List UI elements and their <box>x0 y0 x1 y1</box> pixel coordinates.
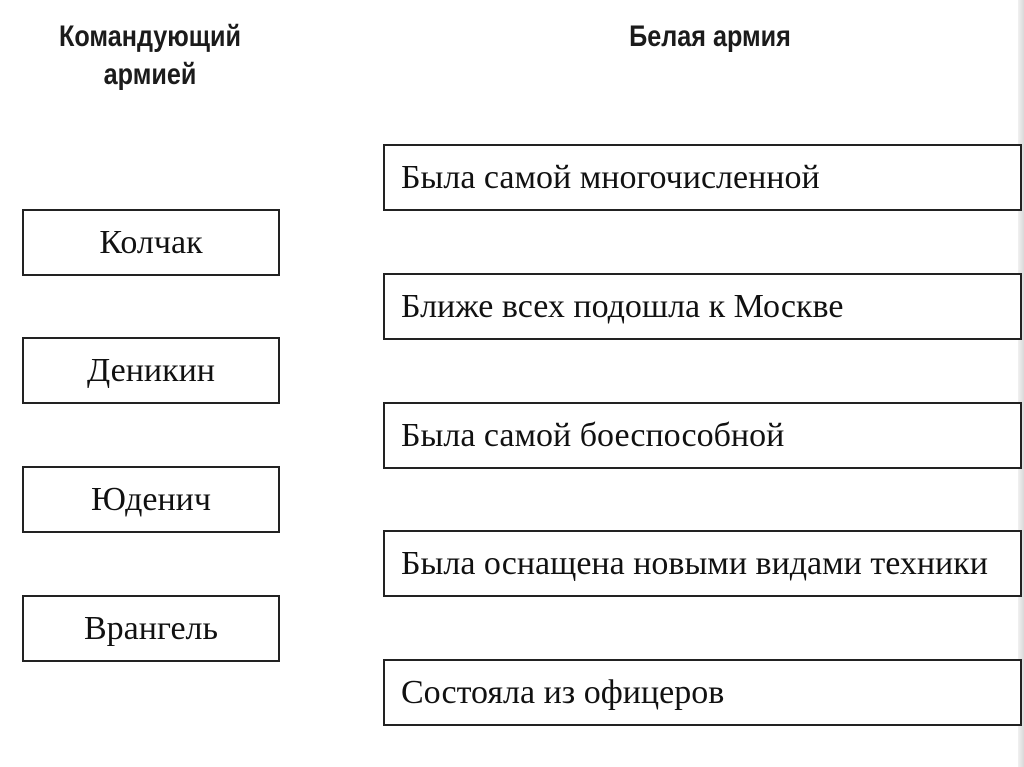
commander-box-yudenich[interactable] <box>22 466 280 533</box>
commander-column-heading <box>41 18 259 94</box>
army-trait-box-closest-to-moscow[interactable] <box>383 273 1022 340</box>
army-trait-box-officers[interactable] <box>383 659 1022 726</box>
commander-label: Колчак <box>99 223 203 261</box>
army-column-heading <box>580 18 840 56</box>
commander-label: Врангель <box>83 609 219 647</box>
army-trait-label: Была оснащена новыми видами техники <box>401 544 988 582</box>
army-trait-label: Состояла из офицеров <box>401 673 725 711</box>
army-trait-box-most-numerous[interactable] <box>383 144 1022 211</box>
commander-label: Юденич <box>91 480 211 518</box>
slide-edge <box>1018 0 1024 767</box>
commander-label: Деникин <box>87 351 215 389</box>
army-trait-label: Ближе всех подошла к Москве <box>401 287 844 325</box>
commander-box-wrangel[interactable] <box>22 595 280 662</box>
army-trait-label: Была самой боеспособной <box>401 416 785 454</box>
commander-box-denikin[interactable] <box>22 337 280 404</box>
commander-heading-text: Командующий армией <box>58 20 242 91</box>
army-trait-label: Была самой многочисленной <box>401 158 820 196</box>
commander-box-kolchak[interactable] <box>22 209 280 276</box>
army-trait-box-most-combat-ready[interactable] <box>383 402 1022 469</box>
army-heading-text: Белая армия <box>629 20 791 53</box>
army-trait-box-new-equipment[interactable] <box>383 530 1022 597</box>
